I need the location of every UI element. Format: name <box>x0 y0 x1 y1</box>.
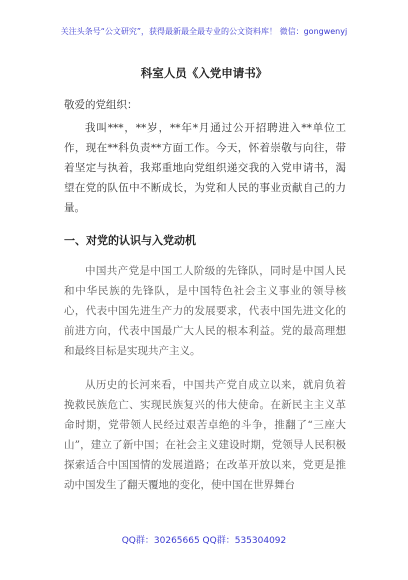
paragraph-party-understanding: 中国共产党是中国工人阶级的先锋队，同时是中国人民和中华民族的先锋队，是中国特色社会主义事业的领导核心，代表中国先进生产力的发展要求，代表中国先进文化的前进方向，代表中国最广大人民的根本利益。党的最高理想和最终目标是实现共产主义。 <box>64 265 346 357</box>
footer-qq-groups: QQ群：30265665 QQ群：535304092 <box>121 536 287 546</box>
paragraph-introduction: 我叫***，**岁，**年*月通过公开招聘进入**单位工作，现在**科负责**方面工作。今天，怀着崇敬与向往，带着坚定与执着，我郑重地向党组织递交我的入党申请书，渴望在党的队伍中不断成长，为党和人民的事业贡献自己的力量。 <box>64 122 346 214</box>
header-promo-note: 关注头条号“公文研究”，获得最新最全最专业的公文资料库！ 微信：gongwenyj <box>60 27 348 36</box>
salutation: 敬爱的党组织： <box>64 99 138 111</box>
section-heading: 一、对党的认识与入党动机 <box>64 234 196 247</box>
document-title: 科室人员《入党申请书》 <box>140 66 268 80</box>
paragraph-party-history: 从历史的长河来看，中国共产党自成立以来，就肩负着挽救民族危亡、实现民族复兴的伟大使命。在新民主主义革命时期，党带领人民经过艰苦卓绝的斗争，推翻了“三座大山”，建立了新中国；在社会主义建设时期，党领导人民积极探索适合中国国情的发展道路；在改革开放以来，党更是推动中国发生了翻天覆地的变化，使中国在世界舞台 <box>64 379 346 491</box>
